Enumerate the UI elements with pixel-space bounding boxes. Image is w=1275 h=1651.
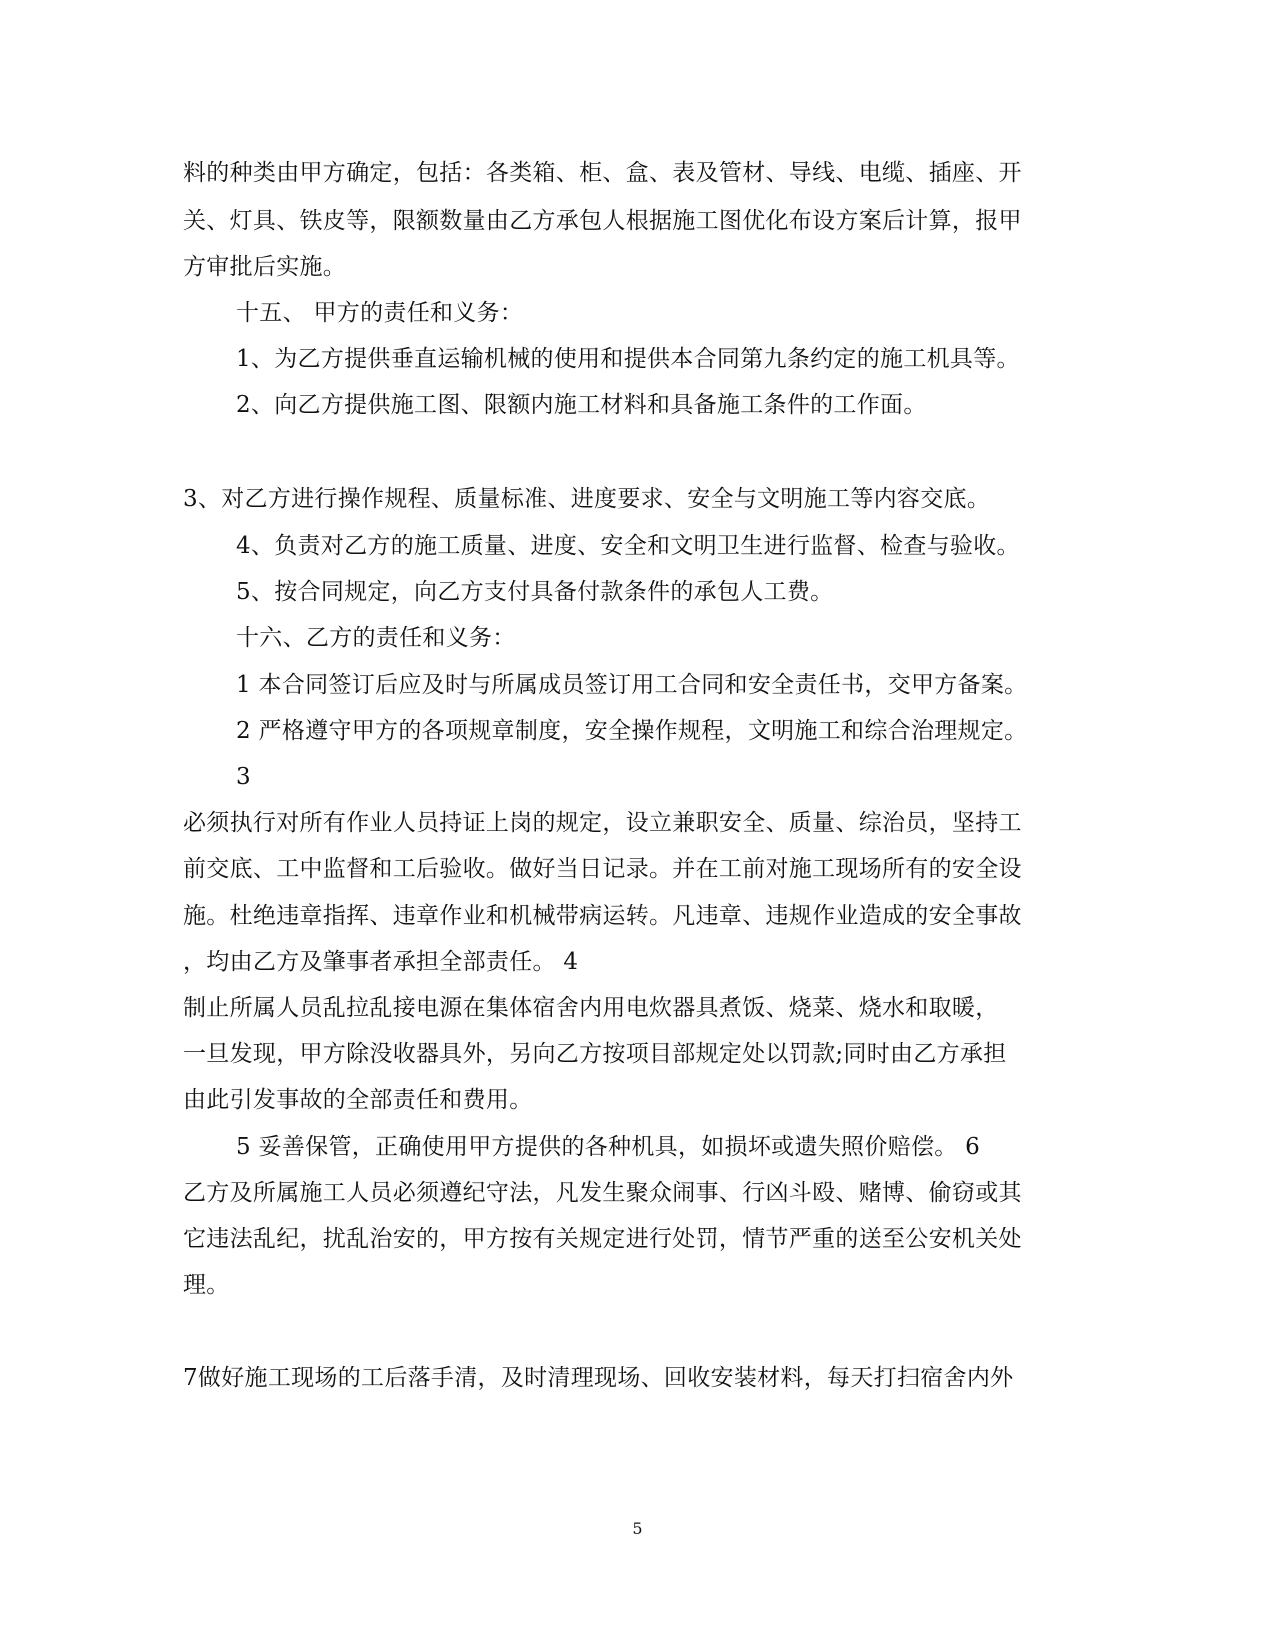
text-line: 方审批后实施。 [183, 254, 347, 280]
text-line: 5 妥善保管，正确使用甲方提供的各种机具，如损坏或遗失照价赔偿。 6 [236, 1134, 981, 1160]
text-line: 3、对乙方进行操作规程、质量标准、进度要求、安全与文明施工等内容交底。 [183, 486, 991, 512]
text-line: 理。 [183, 1272, 230, 1298]
text-line: 由此引发事故的全部责任和费用。 [183, 1087, 533, 1113]
text-line: 一旦发现，甲方除没收器具外，另向乙方按项目部规定处以罚款;同时由乙方承担 [183, 1041, 1007, 1067]
text-line: 关、灯具、铁皮等，限额数量由乙方承包人根据施工图优化布设方案后计算，报甲 [183, 208, 1022, 234]
text-line: 5、按合同规定，向乙方支付具备付款条件的承包人工费。 [236, 579, 834, 605]
text-line: 制止所属人员乱拉乱接电源在集体宿舍内用电炊器具煮饭、烧菜、烧水和取暖， [183, 995, 999, 1021]
text-line: 必须执行对所有作业人员持证上岗的规定，设立兼职安全、质量、综治员，坚持工 [183, 810, 1022, 836]
text-line: 7做好施工现场的工后落手清，及时清理现场、回收安装材料，每天打扫宿舍内外 [183, 1365, 1014, 1391]
text-line: 施。杜绝违章指挥、违章作业和机械带病运转。凡违章、违规作业造成的安全事故 [183, 903, 1022, 929]
text-line: 2、向乙方提供施工图、限额内施工材料和具备施工条件的工作面。 [236, 392, 927, 418]
text-line: 1、为乙方提供垂直运输机械的使用和提供本合同第九条约定的施工机具等。 [236, 346, 1020, 372]
text-line: 乙方及所属施工人员必须遵纪守法，凡发生聚众闹事、行凶斗殴、赌博、偷窃或其 [183, 1180, 1022, 1206]
text-line: 料的种类由甲方确定，包括：各类箱、柜、盒、表及管材、导线、电缆、插座、开 [183, 160, 1022, 186]
text-line: 它违法乱纪，扰乱治安的，甲方按有关规定进行处罚，情节严重的送至公安机关处 [183, 1226, 1022, 1252]
text-line: ，均由乙方及肇事者承担全部责任。 4 [183, 949, 579, 975]
section-heading-16: 十六、乙方的责任和义务： [236, 625, 516, 651]
page-number: 5 [632, 1519, 643, 1538]
text-line: 前交底、工中监督和工后验收。做好当日记录。并在工前对施工现场所有的安全设 [183, 856, 1022, 882]
text-line: 1 本合同签订后应及时与所属成员签订用工合同和安全责任书，交甲方备案。 [236, 672, 1028, 698]
section-heading-15: 十五、 甲方的责任和义务： [236, 300, 524, 326]
text-line: 4、负责对乙方的施工质量、进度、安全和文明卫生进行监督、检查与验收。 [236, 533, 1020, 559]
text-line: 3 [236, 764, 251, 790]
text-line: 2 严格遵守甲方的各项规章制度，安全操作规程，文明施工和综合治理规定。 [236, 718, 1028, 744]
